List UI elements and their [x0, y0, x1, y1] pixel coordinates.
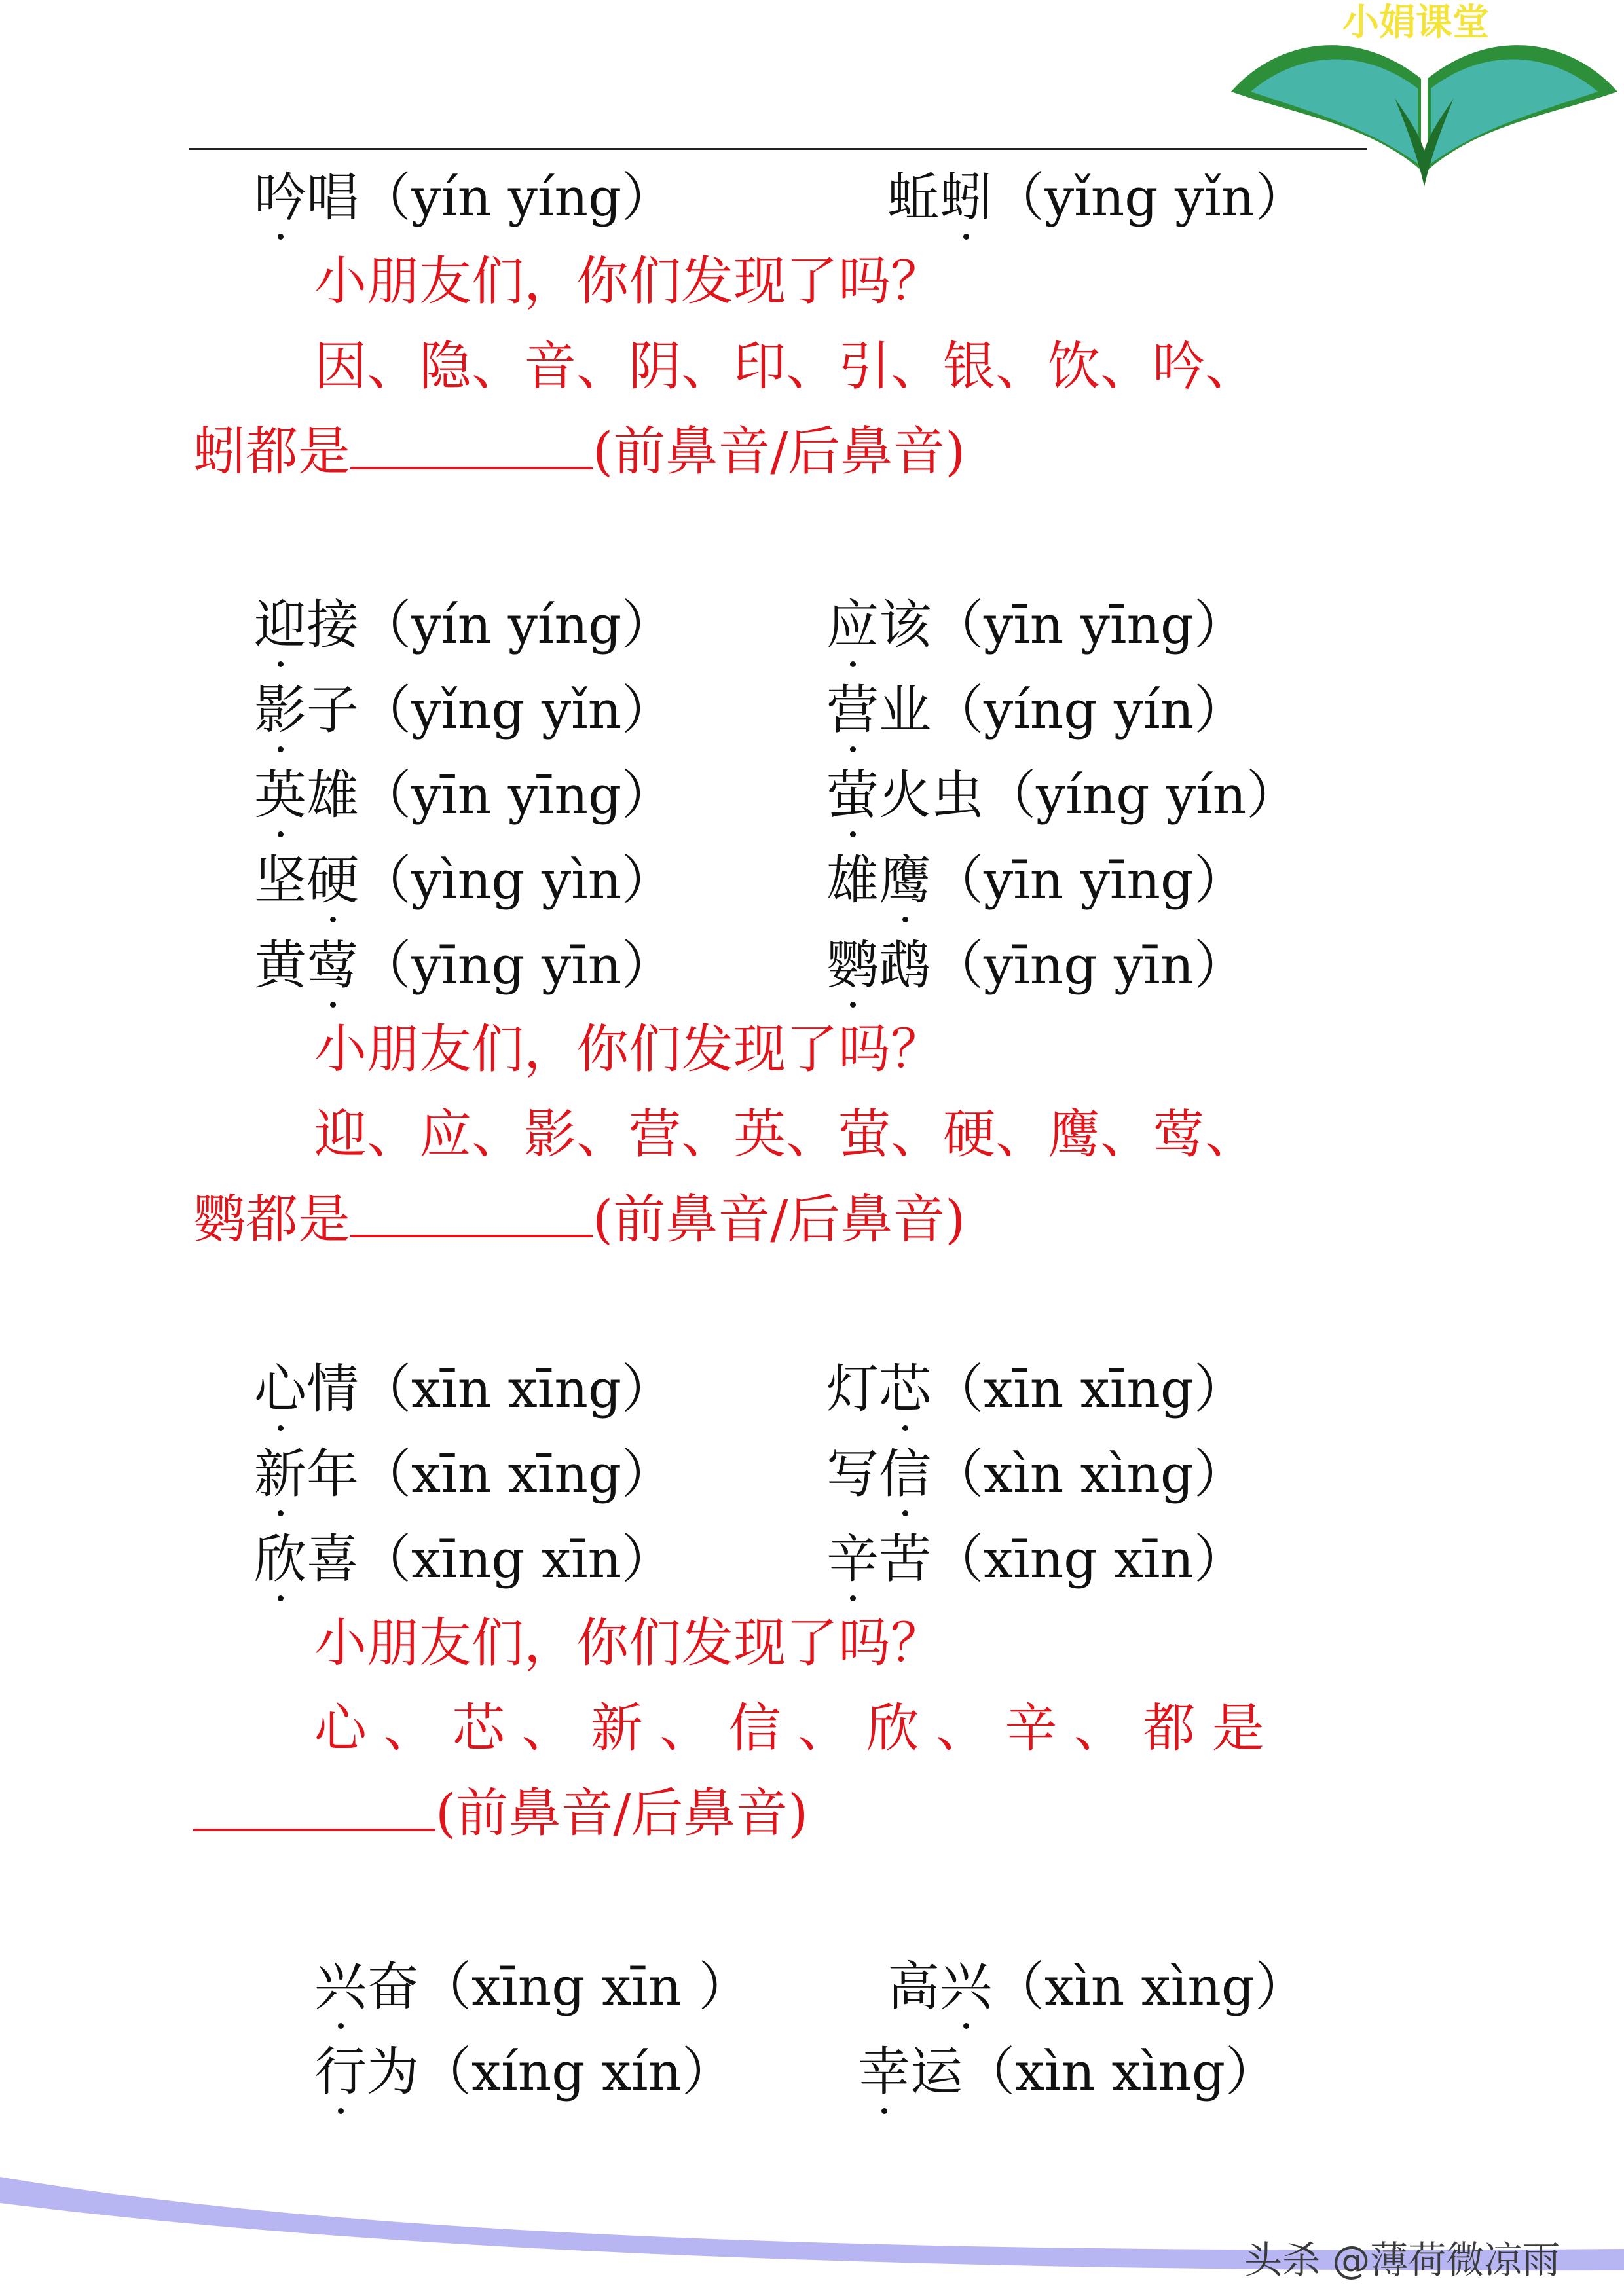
summary-line: 因、隐、音、阴、印、引、银、饮、吟、 — [314, 336, 1257, 397]
word-yingwu: 鹦鹉（yīng yīn） — [826, 933, 1246, 998]
summary-line-fill: (前鼻音/后鼻音) — [193, 1781, 808, 1846]
word-yingxiong: 英雄（yīn yīng） — [254, 763, 674, 828]
logo-text: 小娟课堂 — [1342, 1, 1489, 44]
answer-blank — [350, 1193, 593, 1237]
word-xingfen: 兴奋（xīng xīn ） — [314, 1954, 751, 2020]
word-yinghuochong: 萤火虫（yíng yín） — [826, 763, 1299, 828]
marked-char: 蚓 — [940, 165, 992, 230]
word-xingyun: 幸运（xìn xìng） — [858, 2039, 1278, 2105]
summary-line-fill: 蚓都是 (前鼻音/后鼻音) — [193, 421, 966, 482]
word-yingjie: 迎接（yín yíng） — [254, 592, 674, 658]
answer-blank — [193, 1787, 435, 1831]
word-xinqing: 心情（xīn xīng） — [254, 1357, 674, 1422]
summary-line: 心 、 芯 、 新 、 信 、 欣 、 辛 、 都 是 — [314, 1698, 1264, 1758]
word-jianying: 坚硬（yìng yìn） — [254, 848, 674, 913]
word-xiexin: 写信（xìn xìng） — [826, 1442, 1246, 1507]
word-yinggai: 应该（yīn yīng） — [826, 592, 1246, 658]
question-text: 小朋友们，你们发现了吗？ — [314, 251, 943, 312]
summary-line: 迎、应、影、营、英、萤、硬、鹰、莺、 — [314, 1104, 1257, 1165]
header-rule — [189, 148, 1367, 150]
summary-line-fill: 鹦都是 (前鼻音/后鼻音) — [193, 1189, 966, 1250]
marked-char: 吟 — [254, 165, 306, 230]
word-gaoxing: 高兴（xìn xìng） — [887, 1954, 1307, 2020]
word-xinku: 辛苦（xīng xīn） — [826, 1527, 1246, 1592]
word-xingwei: 行为（xíng xín） — [314, 2039, 734, 2105]
word-xinnian: 新年（xīn xīng） — [254, 1442, 674, 1507]
answer-blank — [350, 425, 593, 469]
word-yingye: 营业（yíng yín） — [826, 678, 1246, 743]
question-text: 小朋友们，你们发现了吗？ — [314, 1019, 943, 1080]
word-yinchang: 吟唱（yín yíng） — [254, 165, 674, 230]
word-xinxi: 欣喜（xīng xīn） — [254, 1527, 674, 1592]
word-yingzi: 影子（yǐng yǐn） — [254, 678, 674, 743]
word-huangying: 黄莺（yīng yīn） — [254, 933, 674, 998]
source-watermark: 头杀 @薄荷微凉雨 — [1244, 2238, 1560, 2282]
word-dengxin: 灯芯（xīn xīng） — [826, 1357, 1246, 1422]
pinyin-options: （yín yíng） — [359, 167, 674, 228]
question-text: 小朋友们，你们发现了吗？ — [314, 1613, 943, 1673]
pinyin-options: （yǐng yǐn） — [992, 167, 1308, 228]
word-qiuyin: 蚯蚓（yǐng yǐn） — [887, 165, 1307, 230]
word-xiongying: 雄鹰（yīn yīng） — [826, 848, 1246, 913]
